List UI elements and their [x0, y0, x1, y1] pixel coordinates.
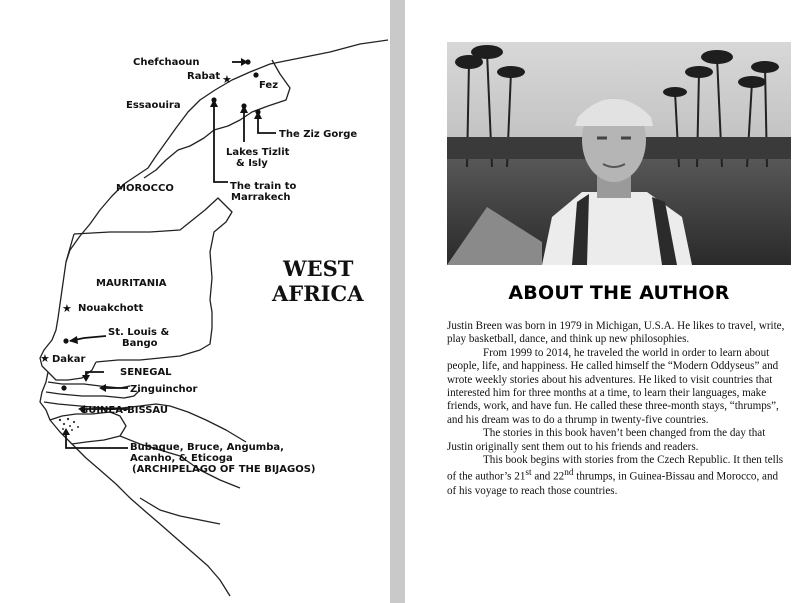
bijagos-islands — [59, 418, 79, 431]
west-africa-map — [0, 0, 390, 603]
rabat-star: ★ — [222, 73, 232, 86]
label-rabat: Rabat — [187, 71, 221, 82]
bio-paragraph-4 — [447, 454, 785, 498]
label-mauritania: MAURITANIA — [96, 278, 167, 289]
map-title-west: WEST — [283, 256, 354, 281]
mauritania-west-border — [66, 234, 74, 262]
label-dakar: Dakar — [52, 354, 86, 365]
bio-p4-sup-1: st — [525, 468, 532, 479]
bio-paragraph-3: The stories in this book haven’t been changed from the day that Justin originally sent them out to his friends and readers. — [447, 427, 766, 453]
bio-paragraph-2: From 1999 to 2014, he traveled the world in order to learn about people, life, and happiness. He called himself the “Modern Oddyseus” and wrote weekly stories about his adventures. He liked to visit countries that interested him for three months at a time, to learn their languages, make friends, work, and have fun. He called these three-month stays, “thrumps”, and his dream was to do a thrump in twenty-five countries. — [447, 346, 779, 426]
label-islands-2: Acanho, & Eticoga — [130, 453, 233, 464]
label-essaouira: Essaouira — [126, 100, 181, 111]
label-stlouis-2: Bango — [122, 338, 158, 349]
left-page — [0, 0, 390, 603]
label-train-1: The train to — [230, 181, 297, 192]
bio-paragraph-1: Justin Breen was born in 1979 in Michigan, U.S.A. He likes to travel, write, play basketball, dance, and think up new philosophies. — [447, 320, 785, 346]
guinea-bissau-border — [50, 412, 126, 444]
label-guinea-bissau: GUINEA-BISSAU — [80, 405, 168, 416]
bio-p4-part-b: and 22 — [531, 471, 565, 484]
label-fez: Fez — [259, 80, 279, 91]
train-arrow — [214, 104, 228, 182]
label-lakes-2: & Isly — [236, 158, 268, 169]
label-ziz-gorge: The Ziz Gorge — [279, 129, 358, 140]
bio-p4-part-c: thrumps, in Guinea-Bissau and Morocco, and of his voyage to reach those countries. — [447, 471, 779, 497]
label-lakes-1: Lakes Tizlit — [226, 147, 290, 158]
inland-border-a — [170, 406, 246, 442]
bio-p4-sup-2: nd — [564, 468, 574, 479]
inland-border-b — [140, 498, 220, 524]
about-author-heading: ABOUT THE AUTHOR — [508, 282, 730, 304]
label-islands-1: Bubaque, Bruce, Angumba, — [130, 442, 284, 453]
map-title-africa: AFRICA — [272, 281, 364, 306]
label-zinguinchor: Zinguinchor — [130, 384, 198, 395]
dakar-star: ★ — [40, 352, 50, 365]
label-nouakchott: Nouakchott — [78, 303, 144, 314]
author-photo — [447, 42, 791, 265]
label-senegal: SENEGAL — [120, 367, 172, 378]
label-islands-3: (ARCHIPELAGO OF THE BIJAGOS) — [132, 464, 316, 475]
stlouis-dot — [63, 338, 68, 343]
label-stlouis-1: St. Louis & — [108, 327, 170, 338]
nouakchott-star: ★ — [62, 302, 72, 315]
right-page — [405, 0, 794, 603]
label-train-2: Marrakech — [231, 192, 291, 203]
label-chefchaoun: Chefchaoun — [133, 57, 200, 68]
zinguinchor-dot — [61, 385, 66, 390]
islands-arrow — [66, 432, 128, 448]
author-bio — [447, 320, 785, 498]
label-morocco: MOROCCO — [116, 183, 174, 194]
fez-dot — [253, 72, 258, 77]
bio-p4-part-a: This book begins with stories from the Czech Republic. It then tells of the author’s 21 — [447, 454, 784, 484]
gambia-border-2 — [46, 390, 140, 398]
